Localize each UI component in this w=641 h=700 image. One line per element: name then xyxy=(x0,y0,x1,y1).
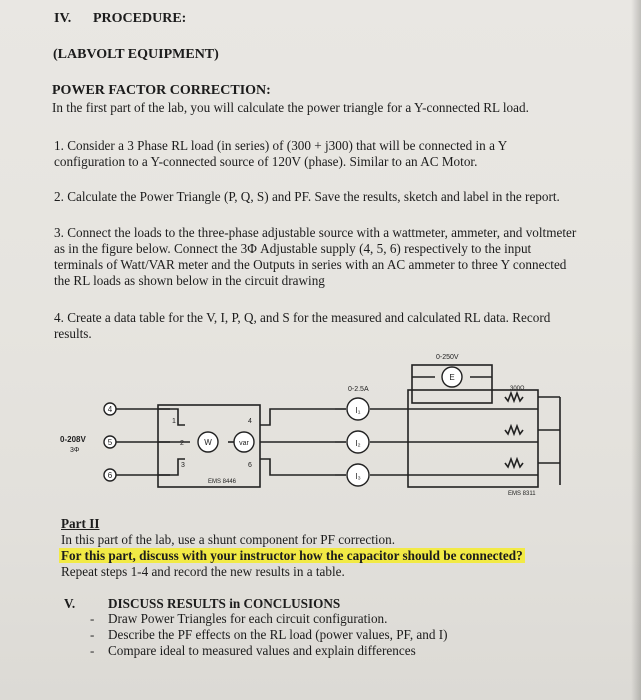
section-number-iv: IV. xyxy=(54,11,72,26)
source-phase-label: 3Φ xyxy=(70,447,80,454)
step-2-line-1: 2. Calculate the Power Triangle (P, Q, S) and PF. Save the results, sketch and label in the report. xyxy=(54,189,560,204)
equipment-note: (LABVOLT EQUIPMENT) xyxy=(53,47,219,62)
part-ii-title: Part II xyxy=(61,516,100,531)
wm-output-4: 4 xyxy=(248,418,252,425)
circuit-diagram xyxy=(50,345,590,515)
bullet-dash: - xyxy=(90,627,95,642)
step-3-line-2: as in the figure below. Connect the 3Φ Adjustable supply (4, 5, 6) respectively to the input xyxy=(54,241,532,256)
step-4-line-1: 4. Create a data table for the V, I, P, Q, and S for the measured and calculated RL data. Record xyxy=(54,310,551,325)
step-1-line-2: configuration to a Y-connected source of 120V (phase). Similar to an AC Motor. xyxy=(54,154,478,169)
source-label: 0-208V xyxy=(60,435,86,444)
step-3-line-4: the RL loads as shown below in the circuit drawing xyxy=(54,273,325,288)
voltmeter-range: 0-250V xyxy=(436,354,459,361)
ammeter-2-label: I₂ xyxy=(355,439,361,448)
meter-w-label: W xyxy=(204,438,212,447)
module-left-label: EMS 8446 xyxy=(208,479,237,485)
step-3-line-3: terminals of Watt/VAR meter and the Outputs in series with an AC ammeter to three Y connected xyxy=(54,257,567,272)
step-1-line-1: 1. Consider a 3 Phase RL load (in series) of (300 + j300) that will be connected in a Y xyxy=(54,138,508,153)
step-3-line-1: 3. Connect the loads to the three-phase adjustable source with a wattmeter, ammeter, and voltmeter xyxy=(54,225,577,240)
section-title-procedure: PROCEDURE: xyxy=(93,11,187,26)
section-title-discuss: DISCUSS RESULTS in CONCLUSIONS xyxy=(108,596,341,611)
wm-input-3: 3 xyxy=(181,462,185,469)
resistance-label: 300Ω xyxy=(510,386,525,392)
wm-input-2: 2 xyxy=(180,440,184,447)
part-ii-line-2 xyxy=(61,548,525,564)
module-right-label: EMS 8311 xyxy=(508,491,536,497)
part-ii-line-3: Repeat steps 1-4 and record the new results in a table. xyxy=(61,564,345,579)
terminal-5-label: 5 xyxy=(107,438,113,447)
part-ii-line-1: In this part of the lab, use a shunt component for PF correction. xyxy=(61,532,396,547)
highlighted-question: For this part, discuss with your instructor how the capacitor should be connected? xyxy=(61,548,523,563)
terminal-4-label: 4 xyxy=(107,405,113,414)
section-number-v: V. xyxy=(64,596,76,611)
voltmeter-label: E xyxy=(449,373,455,382)
conclusion-item-1: Draw Power Triangles for each circuit configuration. xyxy=(108,611,388,626)
step-4-line-2: results. xyxy=(54,326,92,341)
conclusion-item-3: Compare ideal to measured values and explain differences xyxy=(108,643,416,658)
terminal-6-label: 6 xyxy=(107,471,113,480)
meter-var-label: var xyxy=(239,440,249,447)
ammeter-range: 0-2.5A xyxy=(348,386,369,393)
ammeter-3-label: I₃ xyxy=(355,472,361,481)
page-edge-shadow xyxy=(631,0,641,700)
bullet-dash: - xyxy=(90,643,95,658)
conclusion-item-2: Describe the PF effects on the RL load (power values, PF, and I) xyxy=(108,627,448,642)
wm-output-6: 6 xyxy=(248,462,252,469)
pfc-intro: In the first part of the lab, you will calculate the power triangle for a Y-connected RL load. xyxy=(52,100,529,115)
ammeter-1-label: I₁ xyxy=(355,406,361,415)
bullet-dash: - xyxy=(90,611,95,626)
wm-input-1: 1 xyxy=(172,418,176,425)
pfc-heading: POWER FACTOR CORRECTION: xyxy=(52,83,271,98)
